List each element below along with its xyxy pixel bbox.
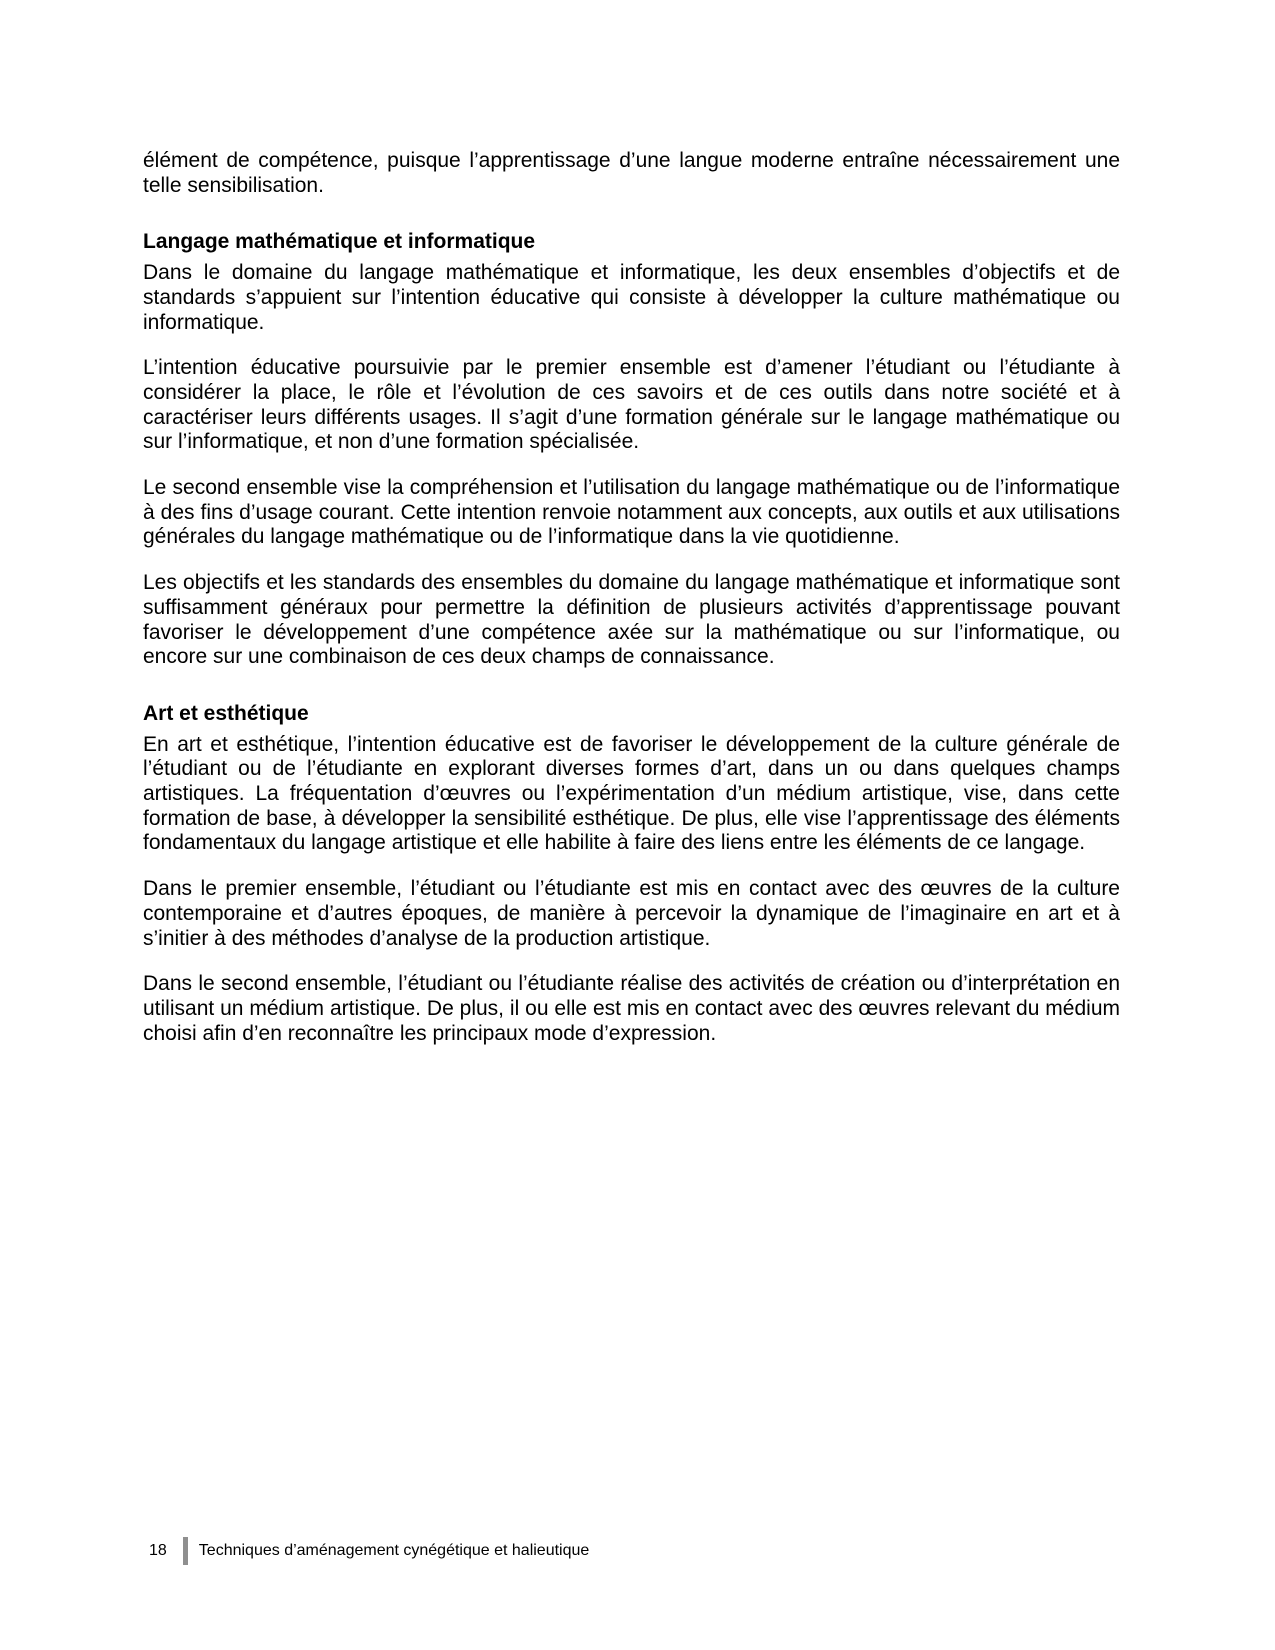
footer-document-title: Techniques d’aménagement cynégétique et halieutique [198,1542,590,1559]
body-paragraph: Dans le domaine du langage mathématique et informatique, les deux ensembles d’objectifs et de standards s’appuient sur l’intention éducative qui consiste à développer la culture mathématique ou informatique. [143,261,1120,334]
page-footer [149,1537,589,1565]
body-paragraph-intro: élément de compétence, puisque l’apprentissage d’une langue moderne entraîne nécessairement une telle sensibilisation. [143,149,1120,197]
page-number: 18 [149,1542,167,1559]
body-paragraph: Le second ensemble vise la compréhension et l’utilisation du langage mathématique ou de l’informatique à des fins d’usage courant. Cette intention renvoie notamment aux concepts, aux outils et aux utilisations générales du langage mathématique ou de l’informatique dans la vie quotidienne. [143,476,1120,549]
body-paragraph: En art et esthétique, l’intention éducative est de favoriser le développement de la culture générale de l’étudiant ou de l’étudiante en explorant diverses formes d’art, dans un ou dans quelques champs artistiques. La fréquentation d’œuvres ou l’expérimentation d’un médium artistique, vise, dans cette formation de base, à développer la sensibilité esthétique. De plus, elle vise l’apprentissage des éléments fondamentaux du langage artistique et elle habilite à faire des liens entre les éléments de ce langage. [143,732,1120,855]
footer-divider-bar [183,1537,188,1565]
section-heading-langage-mathematique: Langage mathématique et informatique [143,230,536,254]
body-paragraph: L’intention éducative poursuivie par le premier ensemble est d’amener l’étudiant ou l’étudiante à considérer la place, le rôle et l’évolution de ces savoirs et de ces outils dans notre société et à caractériser leurs différents usages. Il s’agit d’une formation générale sur le langage mathématique ou sur l’informatique, et non d’une formation spécialisée. [143,356,1120,454]
body-paragraph: Dans le second ensemble, l’étudiant ou l’étudiante réalise des activités de création ou d’interprétation en utilisant un médium artistique. De plus, il ou elle est mis en contact avec des œuvres relevant du médium choisi afin d’en reconnaître les principaux mode d’expression. [143,972,1120,1045]
body-paragraph: Les objectifs et les standards des ensembles du domaine du langage mathématique et informatique sont suffisamment généraux pour permettre la définition de plusieurs activités d’apprentissage pouvant favoriser le développement d’une compétence axée sur la mathématique ou sur l’informatique, ou encore sur une combinaison de ces deux champs de connaissance. [143,571,1120,669]
section-heading-art-esthetique: Art et esthétique [143,701,309,725]
page-content [143,149,1120,1067]
body-paragraph: Dans le premier ensemble, l’étudiant ou l’étudiante est mis en contact avec des œuvres de la culture contemporaine et d’autres époques, de manière à percevoir la dynamique de l’imaginaire en art et à s’initier à des méthodes d’analyse de la production artistique. [143,877,1120,950]
